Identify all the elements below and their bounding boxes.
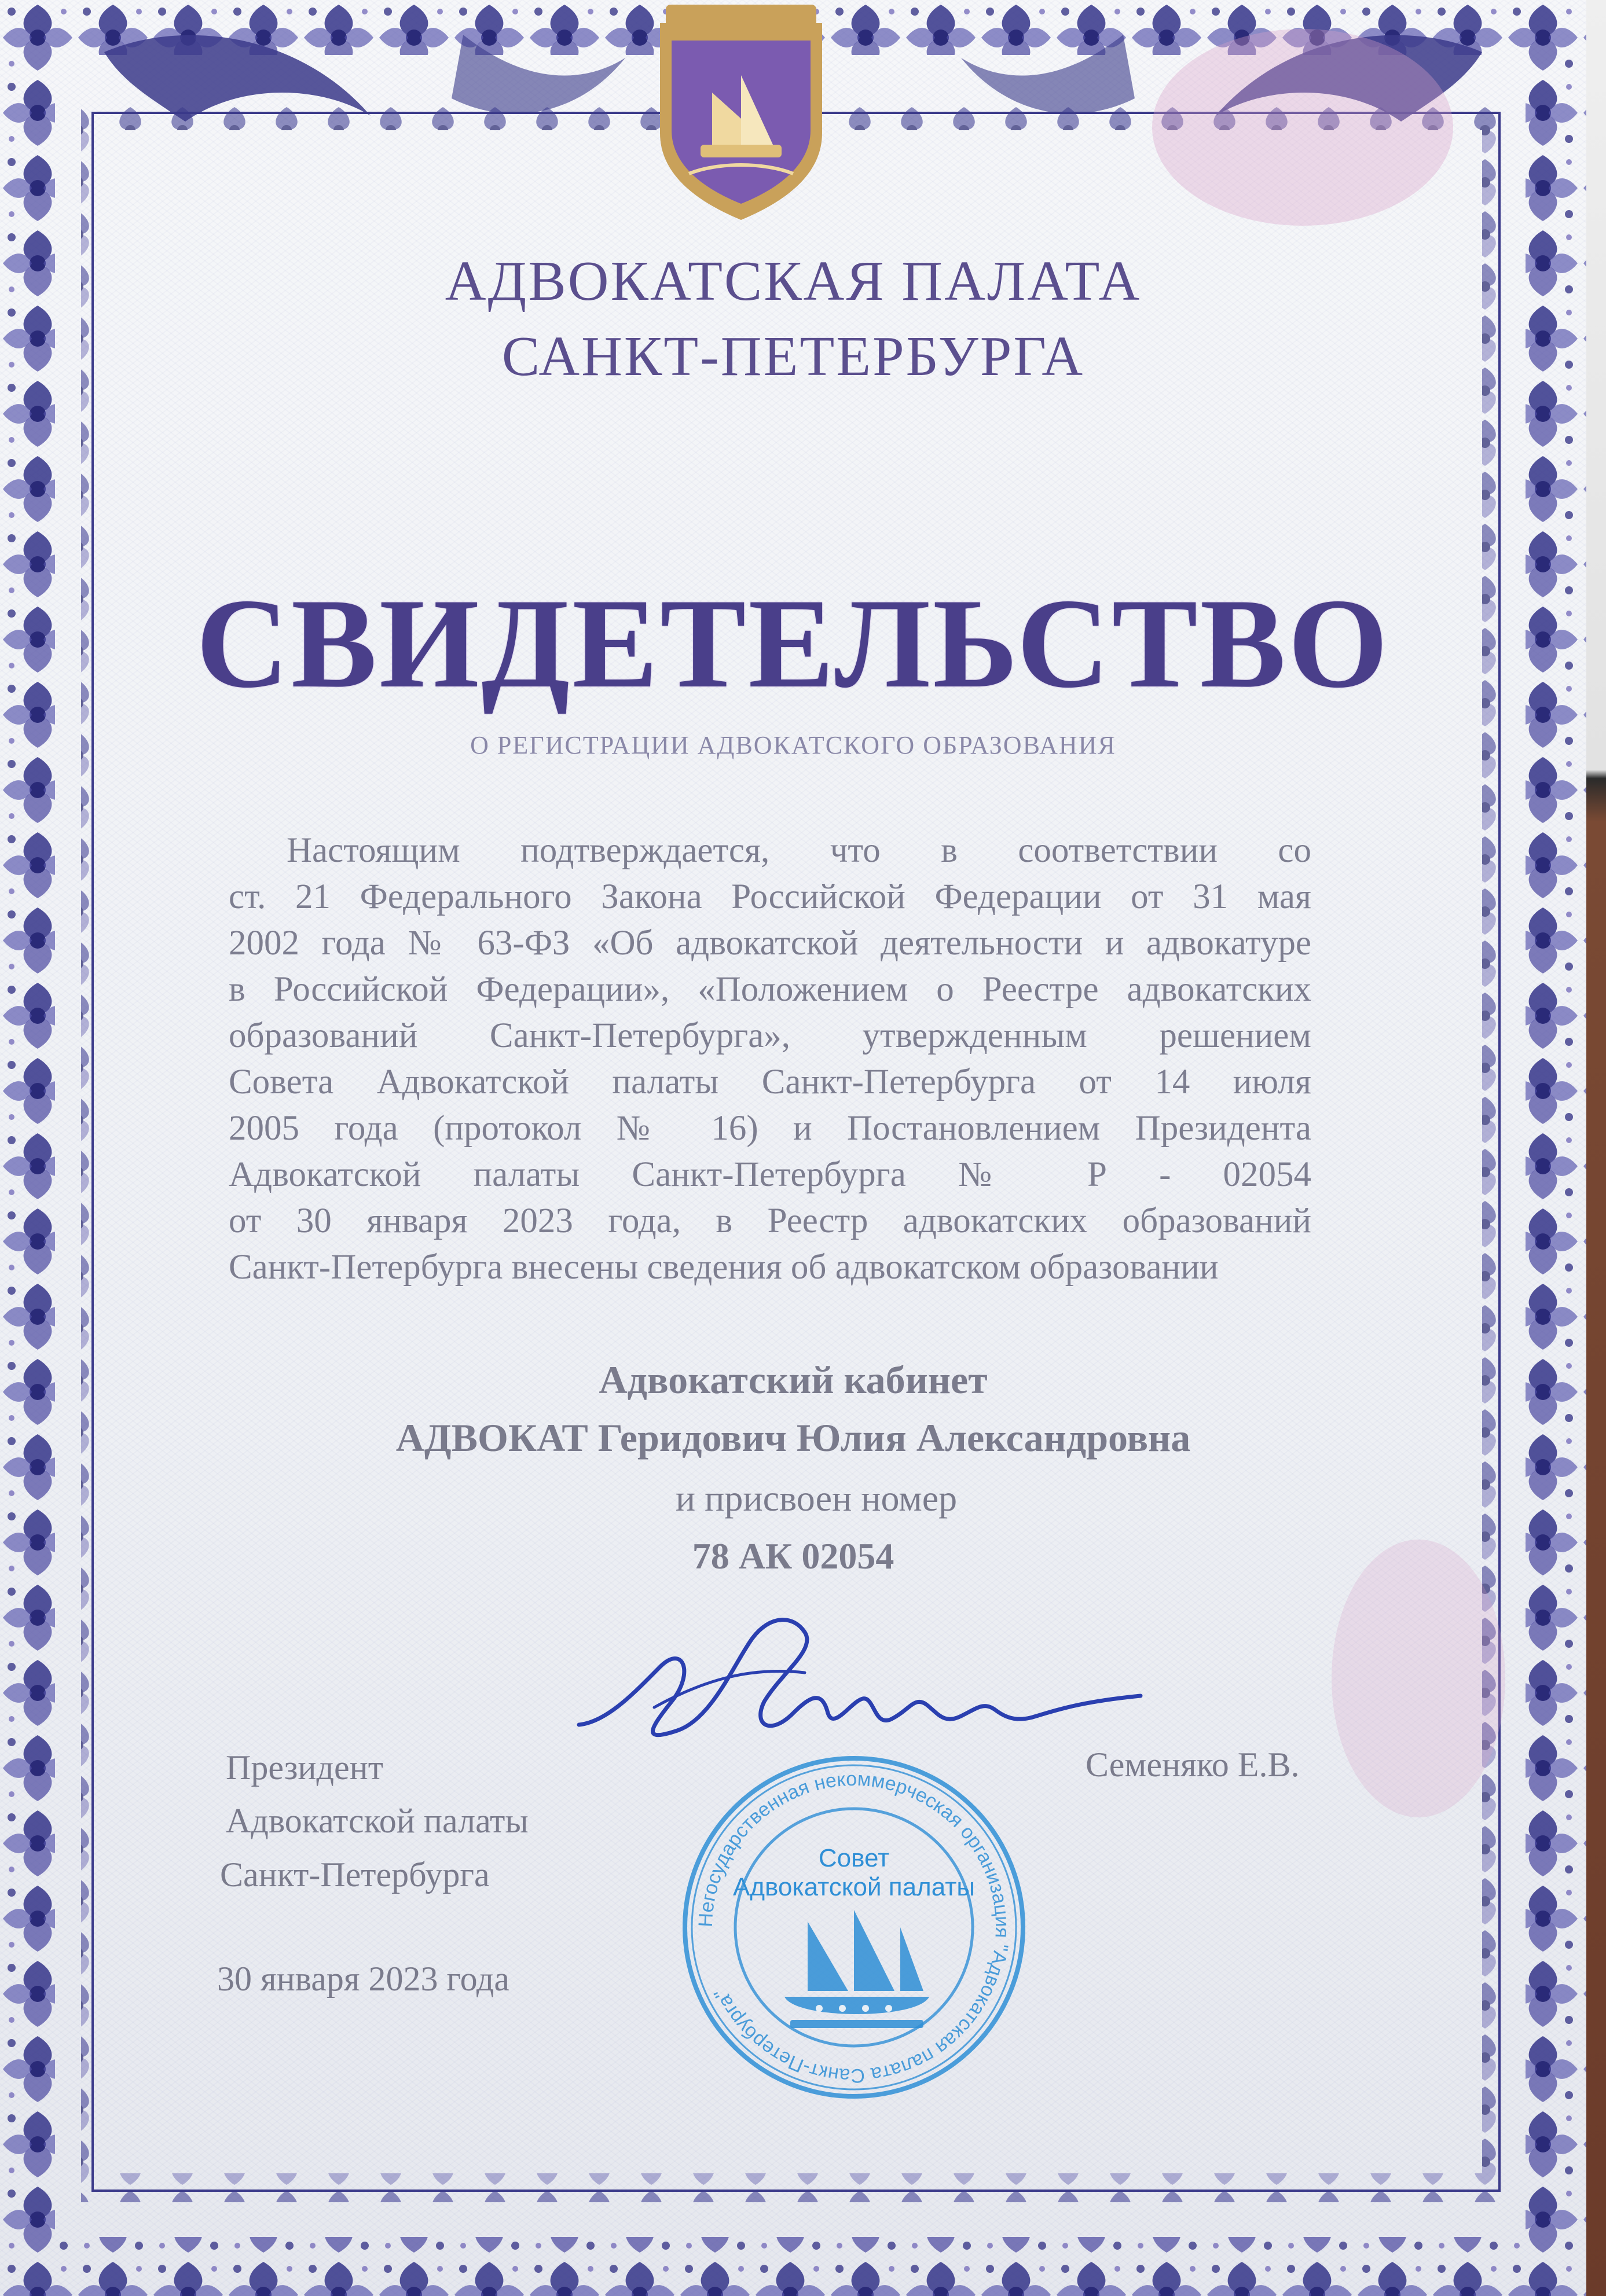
org-name-line-1: АДВОКАТСКАЯ ПАЛАТА	[445, 250, 1142, 313]
org-name-line-2: САНКТ-ПЕТЕРБУРГА	[501, 325, 1085, 388]
signer-position-line-2: Адвокатской палаты	[226, 1802, 529, 1840]
body-line: ст. 21 Федерального Закона Российской Федерации от 31 мая	[229, 877, 1311, 916]
svg-text:Негосударственная некоммерческ	[695, 1768, 1013, 2087]
stamp-ring-text: Негосударственная некоммерческая организация "Адвокатская палата Санкт-Петербурга"	[694, 1768, 1014, 2087]
body-paragraph	[229, 828, 1311, 1291]
signer-position-line-3: Санкт-Петербурга	[220, 1856, 490, 1894]
palata-emblem-icon	[648, 0, 834, 226]
body-line: Адвокатской палаты Санкт-Петербурга № Р - 02054	[229, 1155, 1311, 1194]
document-subtitle: О РЕГИСТРАЦИИ АДВОКАТСКОГО ОБРАЗОВАНИЯ	[470, 731, 1116, 759]
body-line: от 30 января 2023 года, в Реестр адвокатских образований	[229, 1202, 1311, 1240]
entity-name: АДВОКАТ Геридович Юлия Александровна	[395, 1416, 1191, 1460]
body-line: Настоящим подтверждается, что в соответствии со	[287, 831, 1311, 870]
assigned-label: и присвоен номер	[675, 1478, 958, 1519]
official-stamp-icon	[674, 1748, 1033, 2107]
entity-type: Адвокатский кабинет	[599, 1358, 988, 1402]
body-line: образований Санкт-Петербурга», утвержденным решением	[229, 1016, 1311, 1055]
ship-icon	[784, 1910, 929, 2028]
stamp-center-line-1: Совет	[818, 1844, 890, 1872]
document-title: СВИДЕТЕЛЬСТВО	[196, 572, 1391, 715]
stamp-center-line-2: Адвокатской палаты	[732, 1873, 976, 1901]
body-line: Совета Адвокатской палаты Санкт-Петербурга от 14 июля	[229, 1063, 1311, 1101]
body-line: Санкт-Петербурга внесены сведения об адвокатском образовании	[229, 1248, 1219, 1287]
body-line: в Российской Федерации», «Положением о Реестре адвокатских	[229, 970, 1311, 1009]
body-line: 2005 года (протокол № 16) и Постановлением Президента	[229, 1109, 1311, 1148]
registration-number: 78 АК 02054	[692, 1535, 894, 1577]
body-line: 2002 года № 63-ФЗ «Об адвокатской деятельности и адвокатуре	[229, 924, 1311, 963]
issue-date: 30 января 2023 года	[217, 1960, 510, 1998]
signer-name: Семеняко Е.В.	[1086, 1746, 1300, 1784]
signer-position-line-1: Президент	[226, 1748, 383, 1787]
